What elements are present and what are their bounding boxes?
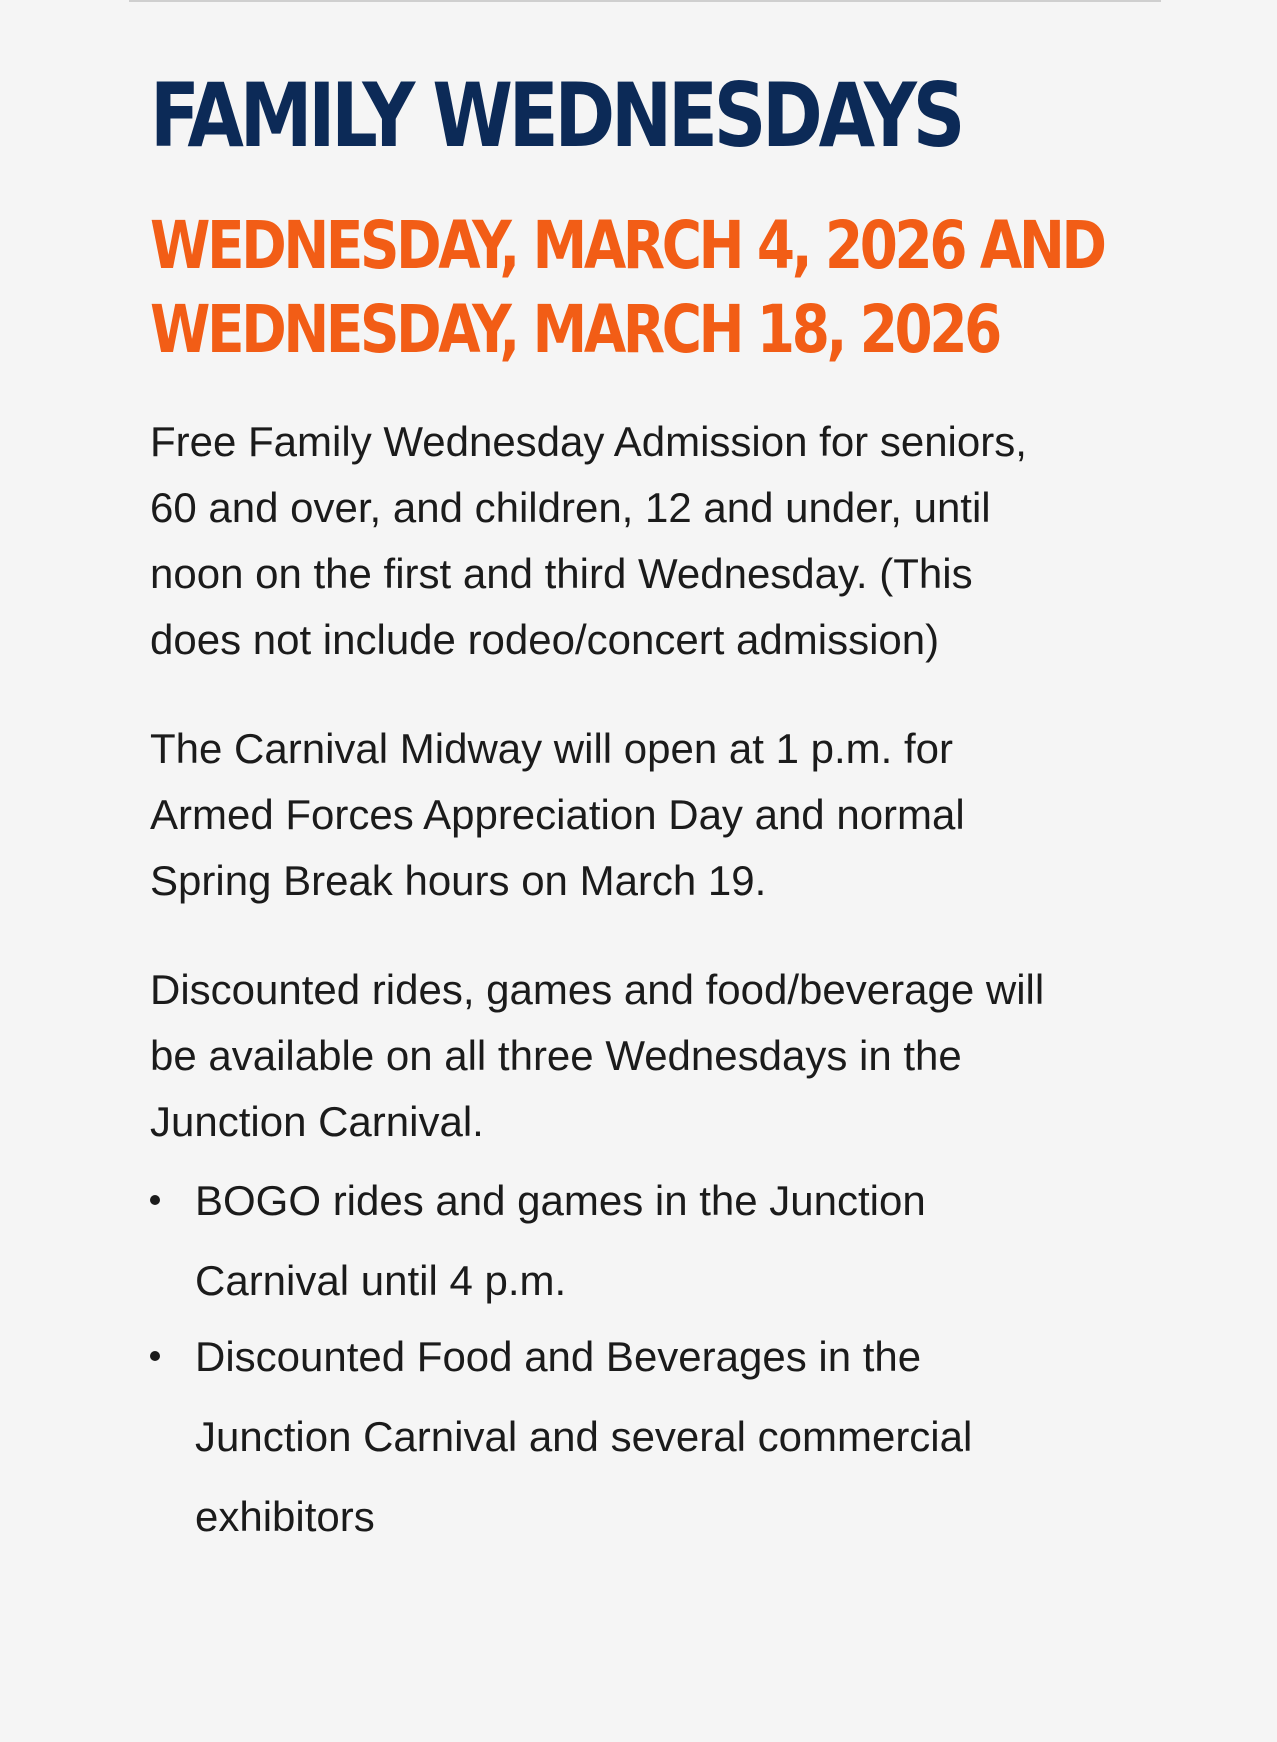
admission-line-4: does not include rodeo/concert admission) — [150, 616, 940, 663]
benefits-list — [150, 1161, 1150, 1557]
bullet-icon — [150, 1195, 160, 1205]
admission-line-2: 60 and over, and children, 12 and under, until — [150, 484, 991, 531]
midway-paragraph — [150, 716, 1150, 914]
midway-line-1: The Carnival Midway will open at 1 p.m. for — [150, 725, 953, 772]
list-item — [150, 1161, 1150, 1321]
benefit-2-line-1: Discounted Food and Beverages in the — [195, 1333, 922, 1380]
midway-line-3: Spring Break hours on March 19. — [150, 857, 767, 904]
benefit-1-line-1: BOGO rides and games in the Junction — [195, 1177, 926, 1224]
admission-line-1: Free Family Wednesday Admission for seniors, — [150, 418, 1027, 465]
discounts-line-2: be available on all three Wednesdays in the — [150, 1032, 962, 1079]
event-date-line-1: WEDNESDAY, MARCH 4, 2026 AND — [150, 207, 1104, 284]
event-content — [150, 66, 1150, 1557]
top-divider — [129, 0, 1161, 2]
midway-line-2: Armed Forces Appreciation Day and normal — [150, 791, 965, 838]
discounts-line-3: Junction Carnival. — [150, 1098, 484, 1145]
discounts-line-1: Discounted rides, games and food/beverage will — [150, 966, 1045, 1013]
benefit-2-line-2: Junction Carnival and several commercial — [195, 1413, 973, 1460]
benefit-1-line-2: Carnival until 4 p.m. — [195, 1257, 567, 1304]
admission-line-3: noon on the first and third Wednesday. (This — [150, 550, 973, 597]
benefit-2-line-3: exhibitors — [195, 1493, 375, 1540]
admission-paragraph — [150, 409, 1150, 673]
event-date-line-2: WEDNESDAY, MARCH 18, 2026 — [150, 291, 999, 368]
discounts-paragraph — [150, 957, 1150, 1155]
bullet-icon — [150, 1351, 160, 1361]
list-item — [150, 1317, 1150, 1557]
event-dates-heading — [150, 204, 1104, 372]
page-title: FAMILY WEDNESDAYS — [150, 64, 962, 167]
